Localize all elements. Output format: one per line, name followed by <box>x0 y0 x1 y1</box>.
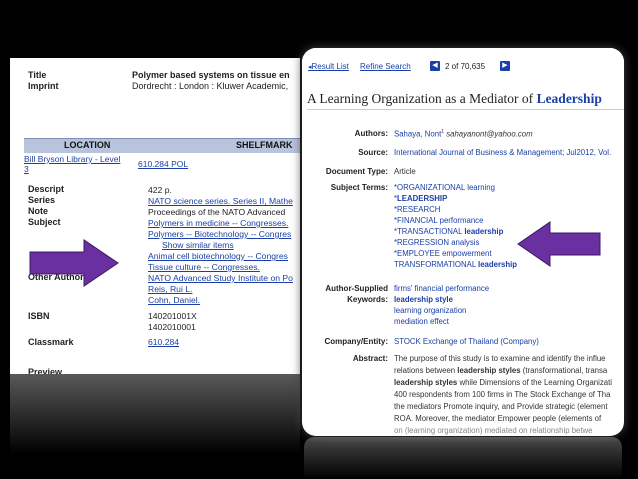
show-similar-link[interactable]: Show similar items <box>162 240 234 250</box>
keyword[interactable]: mediation effect <box>394 317 449 326</box>
isbn-value-2: 1402010001 <box>148 322 196 332</box>
subject-term[interactable]: *REGRESSION analysis <box>394 238 480 247</box>
subject-term[interactable]: TRANSFORMATIONAL leadership <box>394 260 518 269</box>
catalog-record-panel <box>10 58 300 374</box>
subject-term[interactable]: *TRANSACTIONAL leadership <box>394 227 504 236</box>
subject-term[interactable]: *ORGANIZATIONAL learning <box>394 183 495 192</box>
document-type-value: Article <box>394 167 416 176</box>
left-panel-reflection <box>10 374 300 454</box>
title-value: Polymer based systems on tissue en <box>132 70 290 80</box>
result-counter: 2 of 70,635 <box>445 62 486 71</box>
company-entity-link[interactable]: STOCK Exchange of Thailand (Company) <box>394 337 539 346</box>
keywords-label-line2: Keywords: <box>347 295 388 304</box>
previous-result-button[interactable]: ◀ <box>430 61 440 71</box>
abstract-line: the mediators Promote inquiry, and Provide strategic (element <box>394 402 608 411</box>
descript-value: 422 p. <box>148 185 172 195</box>
keyword[interactable]: learning organization <box>394 306 467 315</box>
document-type-label: Document Type: <box>325 167 388 176</box>
abstract-label: Abstract: <box>352 354 388 363</box>
result-list-link[interactable]: ◂Result List <box>308 62 349 71</box>
abstract-line: on (learning organization) mediated on relationship betwe <box>394 426 593 435</box>
refine-search-link[interactable]: Refine Search <box>360 62 411 71</box>
result-navigation-bar <box>302 48 624 72</box>
location-header-bar <box>24 138 300 153</box>
abstract-line: leadership styles while Dimensions of the Learning Organizati <box>394 378 613 387</box>
subject-terms-label: Subject Terms: <box>330 183 388 192</box>
subject-term[interactable]: *EMPLOYEE empowerment <box>394 249 492 258</box>
descript-label: Descript <box>28 184 65 194</box>
keyword[interactable]: leadership style <box>394 295 453 304</box>
left-arrow-icon <box>516 220 602 268</box>
other-author-link-3[interactable]: Cohn, Daniel. <box>148 295 201 305</box>
next-result-button[interactable]: ▶ <box>500 61 510 71</box>
abstract-line: ROA. Moreover, the mediator Empower people (elements of <box>394 414 602 423</box>
other-author-link-1[interactable]: NATO Advanced Study Institute on Po <box>148 273 293 283</box>
abstract-line: 400 respondents from 100 firms in The Stock Exchange of Tha <box>394 390 611 399</box>
title-divider <box>307 109 624 110</box>
source-link[interactable]: International Journal of Business & Management; Jul2012, Vol. <box>394 148 612 157</box>
source-label: Source: <box>358 148 388 157</box>
authors-value[interactable]: Sahaya, Nont$^1$ sahayanont@yahoo.com <box>394 129 533 139</box>
location-link[interactable]: Bill Bryson Library - Level <box>24 154 121 164</box>
location-header: LOCATION <box>64 140 111 150</box>
abstract-line: relations between leadership styles (transformational, transa <box>394 366 608 375</box>
subject-link-1[interactable]: Polymers in medicine -- Congresses. <box>148 218 289 228</box>
isbn-value-1: 140201001X <box>148 311 197 321</box>
classmark-link[interactable]: 610.284 <box>148 337 180 347</box>
note-value: Proceedings of the NATO Advanced <box>148 207 286 217</box>
keyword[interactable]: firms' financial performance <box>394 284 490 293</box>
imprint-label: Imprint <box>28 81 59 91</box>
subject-term[interactable]: *RESEARCH <box>394 205 441 214</box>
shelfmark-header: SHELFMARK <box>236 140 293 150</box>
company-entity-label: Company/Entity: <box>324 337 388 346</box>
subject-label: Subject <box>28 217 61 227</box>
note-label: Note <box>28 206 48 216</box>
preview-label: Preview <box>28 367 63 374</box>
abstract-line: The purpose of this study is to examine and identify the influe <box>394 354 606 363</box>
right-arrow-icon <box>28 238 120 288</box>
article-title: A Learning Organization as a Mediator of Leadership <box>307 91 602 106</box>
isbn-label: ISBN <box>28 311 50 321</box>
classmark-label: Classmark <box>28 337 74 347</box>
other-author-link-2[interactable]: Reis, Rui L. <box>148 284 193 294</box>
series-label: Series <box>28 195 56 205</box>
imprint-value: Dordrecht : London : Kluwer Academic, <box>132 81 289 91</box>
right-panel-reflection <box>304 437 622 479</box>
keywords-label-line1: Author-Supplied <box>325 284 388 293</box>
series-link[interactable]: NATO science series. Series II, Mathe <box>148 196 293 206</box>
subject-link-3[interactable]: Animal cell biotechnology -- Congres <box>148 251 288 261</box>
shelfmark-link[interactable]: 610.284 POL <box>138 159 189 169</box>
title-label: Title <box>28 70 47 80</box>
subject-term[interactable]: *LEADERSHIP <box>394 194 448 203</box>
location-link-level[interactable]: 3 <box>24 164 29 174</box>
authors-label: Authors: <box>354 129 388 138</box>
subject-link-4[interactable]: Tissue culture -- Congresses. <box>148 262 260 272</box>
subject-term[interactable]: *FINANCIAL performance <box>394 216 484 225</box>
subject-link-2[interactable]: Polymers -- Biotechnology -- Congres <box>148 229 292 239</box>
other-author-label: Other Author <box>28 272 84 282</box>
